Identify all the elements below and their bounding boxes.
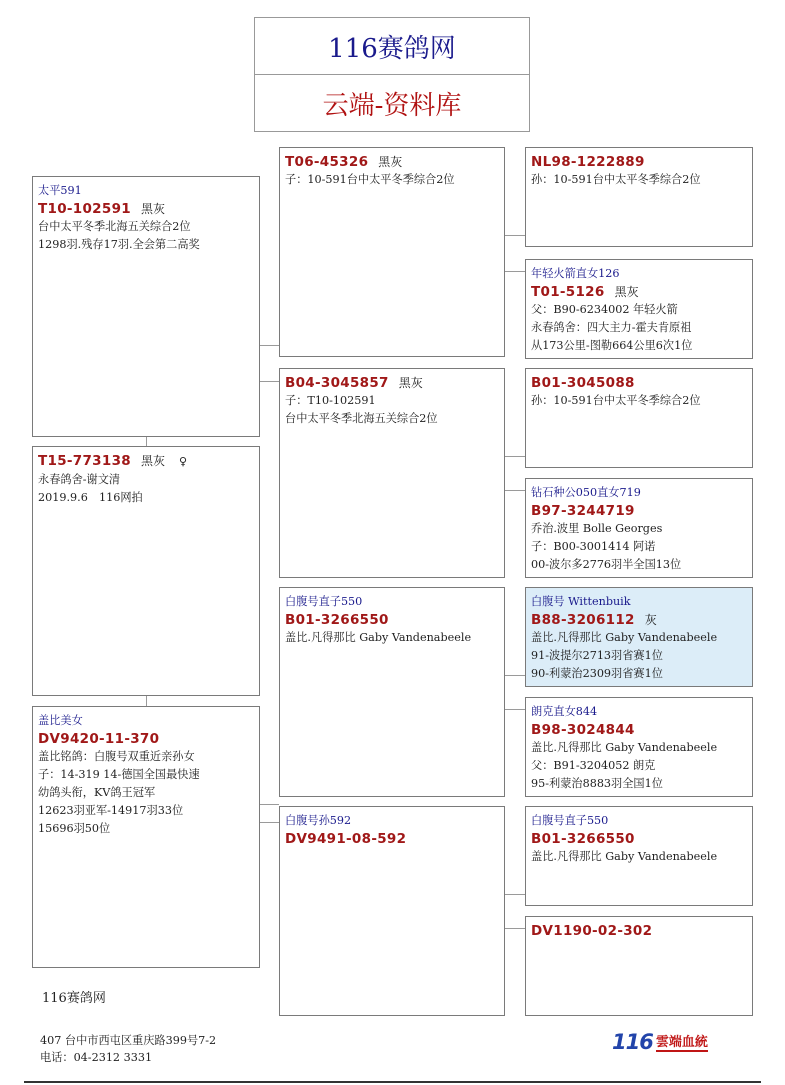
ring-number-row <box>38 452 254 471</box>
ring-number: DV1190-02-302 <box>531 923 653 939</box>
ring-number: T06-45326 <box>285 154 369 170</box>
ring-number: T01-5126 <box>531 284 605 300</box>
connector-line <box>505 490 525 491</box>
connector-line <box>260 804 279 805</box>
pedigree-card-dds <box>525 806 753 906</box>
ring-number: B97-3244719 <box>531 503 635 519</box>
pedigree-card-dd <box>279 806 505 1016</box>
plumage-color: 黑灰 <box>140 454 165 468</box>
pedigree-card-ssd <box>525 259 753 359</box>
logo-text: 雲端血統 <box>656 1031 708 1052</box>
ring-number: B01-3045088 <box>531 375 635 391</box>
pigeon-info-line: 12623羽亚军-14917羽33位 <box>38 804 184 817</box>
pigeon-info-line: 盖比.凡得那比 Gaby Vandenabeele <box>531 741 718 754</box>
ring-number: T15-773138 <box>38 453 131 469</box>
footer-phone: 电话：04-2312 3331 <box>40 1051 153 1064</box>
ring-number: B98-3024844 <box>531 722 635 738</box>
pigeon-info-line: 91-波提尔2713羽省赛1位 <box>531 649 663 662</box>
pigeon-name: 盖比美女 <box>38 714 83 727</box>
site-title: 116赛鸽网 <box>255 18 529 75</box>
pigeon-info-line: 幼鸽头衔，KV鸽王冠军 <box>38 786 156 799</box>
brand-logo <box>612 1030 708 1054</box>
pedigree-card-dsd <box>525 697 753 797</box>
footer-address: 407 台中市西屯区重庆路399号7-2 <box>40 1034 217 1047</box>
ring-number-row <box>285 611 499 629</box>
connector-line <box>260 345 279 346</box>
pigeon-info-line: 台中太平冬季北海五关综合2位 <box>38 220 191 233</box>
pigeon-info-line: 父：B91-3204052 朗克 <box>531 759 656 772</box>
pigeon-name: 年轻火箭直女126 <box>531 267 620 280</box>
pedigree-card-sire <box>32 176 260 437</box>
ring-number: B04-3045857 <box>285 375 389 391</box>
header-box <box>254 17 530 132</box>
ring-number-row <box>531 611 747 629</box>
connector-line <box>146 437 147 446</box>
connector-line <box>505 456 525 457</box>
ring-number: B88-3206112 <box>531 612 635 628</box>
pedigree-card-subject <box>32 446 260 696</box>
pigeon-info-line: 盖比.凡得那比 Gaby Vandenabeele <box>531 850 718 863</box>
logo-number: 116 <box>612 1030 653 1054</box>
ring-number-row <box>531 374 747 392</box>
ring-number: B01-3266550 <box>285 612 389 628</box>
bottom-divider <box>24 1081 761 1083</box>
pigeon-info-line: 95-利蒙治8883羽全国1位 <box>531 777 663 790</box>
footer-contact <box>40 1032 216 1066</box>
connector-line <box>505 928 525 929</box>
ring-number: NL98-1222889 <box>531 154 645 170</box>
ring-number: T10-102591 <box>38 201 131 217</box>
pigeon-name: 朗克直女844 <box>531 705 598 718</box>
connector-line <box>260 822 279 823</box>
pigeon-info-line: 孙：10-591台中太平冬季综合2位 <box>531 394 701 407</box>
connector-line <box>505 894 525 895</box>
pigeon-info-line: 父：B90-6234002 年轻火箭 <box>531 303 678 316</box>
ring-number-row <box>531 502 747 520</box>
pigeon-name: 白腹号直子550 <box>531 814 609 827</box>
connector-line <box>505 235 525 236</box>
pigeon-name: 钻石种公050直女719 <box>531 486 641 499</box>
pigeon-info-line: 台中太平冬季北海五关综合2位 <box>285 412 438 425</box>
connector-line <box>260 381 279 382</box>
connector-line <box>505 271 525 272</box>
page-subtitle: 云端-资料库 <box>322 90 462 121</box>
pigeon-info-line: 子：T10-102591 <box>285 394 376 407</box>
pigeon-info-line: 盖比.凡得那比 Gaby Vandenabeele <box>285 631 472 644</box>
pigeon-info-line: 永春鸽舍：四大主力-霍夫肯原祖 <box>531 321 692 334</box>
pigeon-info-line: 1298羽.残存17羽.全会第二高奖 <box>38 238 200 251</box>
plumage-color: 灰 <box>644 613 657 627</box>
plumage-color: 黑灰 <box>378 155 403 169</box>
ring-number-row <box>531 283 747 301</box>
pigeon-name: 白腹号直子550 <box>285 595 363 608</box>
pedigree-card-sdd <box>525 478 753 578</box>
pigeon-info-line: 盖比铭鸽：白腹号双重近亲孙女 <box>38 750 195 763</box>
footer-site-name: 116赛鸽网 <box>42 991 106 1006</box>
connector-line <box>505 675 525 676</box>
plumage-color: 黑灰 <box>398 376 423 390</box>
pedigree-card-ds <box>279 587 505 797</box>
pedigree-card-sss <box>525 147 753 247</box>
pigeon-info-line: 90-利蒙治2309羽省赛1位 <box>531 667 663 680</box>
pigeon-info-line: 永春鸽舍-谢文清 <box>38 473 121 486</box>
pigeon-info-line: 子：10-591台中太平冬季综合2位 <box>285 173 455 186</box>
pigeon-info-line: 从173公里-图勒664公里6次1位 <box>531 339 693 352</box>
pigeon-info-line: 子：B00-3001414 阿诺 <box>531 540 656 553</box>
ring-number-row <box>531 721 747 739</box>
ring-number-row <box>531 830 747 848</box>
pedigree-card-ss <box>279 147 505 357</box>
plumage-color: 黑灰 <box>614 285 639 299</box>
ring-number: B01-3266550 <box>531 831 635 847</box>
connector-line <box>505 709 525 710</box>
ring-number-row <box>531 922 747 940</box>
pedigree-card-ddd <box>525 916 753 1016</box>
pigeon-info-line: 15696羽50位 <box>38 822 111 835</box>
pedigree-card-sds <box>525 368 753 468</box>
sex-symbol: ♀ <box>178 455 188 468</box>
ring-number-row <box>38 730 254 748</box>
pigeon-info-line: 00-波尔多2776羽半全国13位 <box>531 558 682 571</box>
ring-number: DV9491-08-592 <box>285 831 407 847</box>
pigeon-info-line: 盖比.凡得那比 Gaby Vandenabeele <box>531 631 718 644</box>
pigeon-info-line: 2019.9.6 116网拍 <box>38 491 143 504</box>
pedigree-card-dam <box>32 706 260 968</box>
ring-number-row <box>38 200 254 218</box>
ring-number-row <box>285 830 499 848</box>
ring-number-row <box>531 153 747 171</box>
ring-number: DV9420-11-370 <box>38 731 160 747</box>
ring-number-row <box>285 153 499 171</box>
pigeon-name: 白腹号 Wittenbuik <box>531 595 631 608</box>
connector-line <box>146 696 147 706</box>
pedigree-card-sd <box>279 368 505 578</box>
pigeon-info-line: 子：14-319 14-德国全国最快速 <box>38 768 200 781</box>
pedigree-card-dss <box>525 587 753 687</box>
plumage-color: 黑灰 <box>140 202 165 216</box>
pigeon-info-line: 孙：10-591台中太平冬季综合2位 <box>531 173 701 186</box>
pigeon-name: 白腹号孙592 <box>285 814 352 827</box>
pigeon-info-line: 乔治.波里 Bolle Georges <box>531 522 663 535</box>
ring-number-row <box>285 374 499 392</box>
pigeon-name: 太平591 <box>38 184 82 197</box>
